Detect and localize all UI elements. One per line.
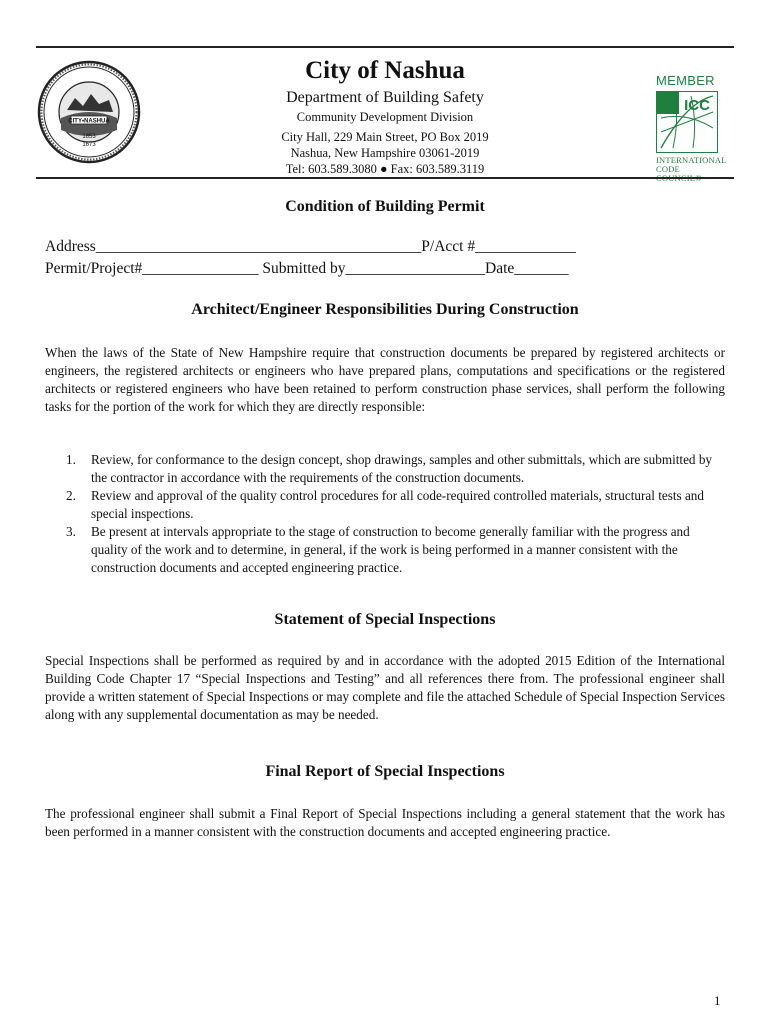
page-number: 1 (714, 993, 721, 1008)
responsibilities-intro-paragraph: When the laws of the State of New Hampshire require that construction documents be prepared by registered architects or engineers, the registered architects or engineers who have prepared plans, computations and specifications or the registered architects or registered engineers who have been retained to perform construction phase services, shall perform the following tasks for the portion of the work for which they are directly responsible: (45, 345, 725, 414)
final-report-paragraph: The professional engineer shall submit a Final Report of Special Inspections including a general statement that the work has been performed in a manner consistent with the construction documents and accepted engineering practice. (45, 806, 725, 839)
list-item-text: Review, for conformance to the design concept, shop drawings, samples and other submittals, which are submitted by the contractor in accordance with the requirements of the construction documents. (91, 452, 713, 485)
form-title: Condition of Building Permit (285, 198, 485, 215)
permit-submitted-date-field-line[interactable]: Permit/Project#_______________ Submitted by__________________Date_______ (45, 260, 569, 277)
section-heading-final-report: Final Report of Special Inspections (265, 763, 505, 780)
badge-member-label: MEMBER (656, 73, 715, 88)
section-heading-statement: Statement of Special Inspections (274, 611, 496, 628)
division-name: Community Development Division (296, 110, 474, 124)
address-line: Nashua, New Hampshire 03061-2019 (290, 146, 480, 160)
list-item-text: Review and approval of the quality control procedures for all code-required controlled materials, structural tests and special inspections. (91, 488, 704, 521)
seal-year: 1853 (82, 134, 96, 140)
letterhead (230, 56, 540, 177)
list-item-text: Be present at intervals appropriate to the stage of construction to become generally familiar with the progress and quality of the work and to determine, in general, if the work is being performed in a manner consistent with the construction documents and accepted engineering practice. (91, 524, 690, 575)
city-name: City of Nashua (305, 57, 465, 84)
icc-logo-mark (656, 91, 718, 153)
badge-icc-text: ICC (684, 97, 710, 114)
statement-paragraph: Special Inspections shall be performed as required by and in accordance with the adopted 2015 Edition of the International Building Code Chapter 17 “Special Inspections and Testing” and all references there from. The professional engineer shall provide a written statement of Special Inspections or may complete and file the attached Schedule of Special Inspection Services along with any supplemental documentation as may be needed. (45, 653, 725, 722)
list-item-number: 2. (66, 488, 76, 503)
address-account-field-line[interactable]: Address__________________________________________P/Acct #_____________ (45, 238, 576, 255)
list-item-number: 1. (66, 452, 76, 467)
seal-year: 1673 (82, 142, 96, 148)
list-item (66, 487, 726, 523)
icc-member-badge (656, 73, 727, 183)
list-item-number: 3. (66, 524, 76, 539)
address-line: City Hall, 229 Main Street, PO Box 2019 (281, 130, 489, 144)
responsibilities-list (66, 451, 726, 577)
contact-line: Tel: 603.589.3080 ● Fax: 603.589.3119 (285, 162, 485, 176)
seal-text: CITY•NASHUA (68, 118, 110, 125)
city-seal-logo (37, 60, 141, 164)
section-heading-responsibilities: Architect/Engineer Responsibilities During Construction (191, 301, 579, 318)
badge-council-label: INTERNATIONAL (656, 155, 727, 165)
header-top-rule (36, 46, 734, 48)
list-item (66, 523, 726, 577)
badge-council-label: CODE COUNCIL® (656, 164, 702, 183)
list-item (66, 451, 726, 487)
department-name: Department of Building Safety (286, 89, 484, 106)
header-bottom-rule (36, 177, 734, 179)
